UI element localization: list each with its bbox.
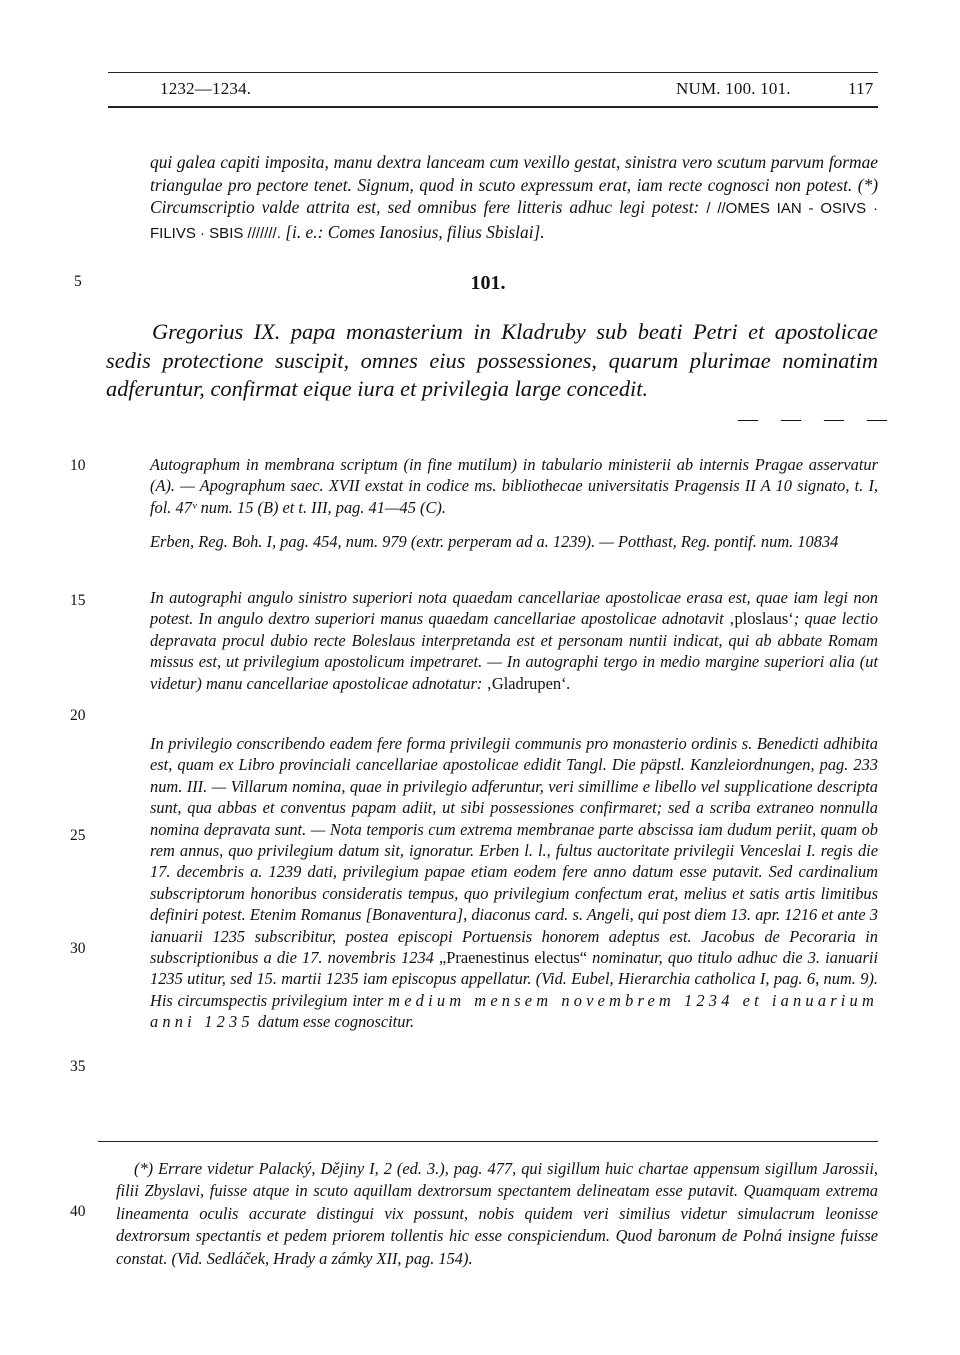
line-number: 40 — [70, 1203, 86, 1220]
notes-gladrupen: ‚Gladrupen‘ — [486, 673, 567, 693]
page-number: 117 — [848, 79, 874, 98]
line-number: 30 — [70, 940, 86, 957]
regest: Gregorius IX. papa monasterium in Kladruby sub beati Petri et apostolicae sedis protectione suscipit, omnes eius possessiones, quarum plurimae nominatim adferuntur, confirmat eique iura et privilegia large concedit. — [106, 319, 878, 402]
seal-description — [150, 151, 878, 245]
tradition-paragraph: Autographum in membrana scriptum (in fine mutilum) in tabulario ministerii ab internis Pragae asservatur (A). — Apographum saec. XVII exstat in codice ms. bibliothecae universitatis Pragensis II A 10 signato, t. I, fol. 47ᵛ num. 15 (B) et t. III, pag. 41—45 (C). — [150, 455, 878, 517]
line-number: 10 — [70, 457, 86, 474]
line-number: 5 — [74, 273, 82, 290]
header-rule-top — [108, 72, 878, 73]
commentary-spaced: medium mensem novembrem 1234 et ianuarium anni 1235 — [150, 990, 878, 1032]
commentary-text-b: nominatur, quo titulo adhuc die 3. ianuarii 1235 utitur, sed 15. martii 1235 iam episcopus appellatur. (Vid. Eubel, Hierarchia catholica I, pag. 6, num. 9). His circumspectis privilegium inter — [150, 948, 878, 1010]
commentary-paragraph — [150, 733, 878, 1033]
commentary-text-a: In privilegio conscribendo eadem fere forma privilegii communis pro monasterio ordinis s. Benedicti adhibita est, quam ex Libro provinciali cancellariae apostolicae edidit Tangl. Die päpstl. Kanzleiordnungen, pag. 233 num. III. — Villarum nomina, quae in privilegio adferuntur, veri simillime e libello vel supplicatione descripta sunt, qua abbas et conventus papam adiit, ut sibi possessiones confirmaret; sed a scriba extraneo nonnulla nomina depravata sunt. — Nota temporis cum extrema membranae parte abscissa iam dudum periit, quam ob rem annus, quo privilegium datum sit, ignoratur. Erben l. l., fultus auctoritate privilegii Venceslai I. regis die 17. decembris a. 1239 dati, privilegium papae etiam eodem fere anno datum esse putavit. Sed cardinalium subscriptorum honoribus consideratis tempus, quo privilegium confectum erat, melius et satis artis limitibus definiri potest. Etenim Romanus [Bonaventura], diaconus card. s. Angeli, qui post diem 13. apr. 1216 et ante 3 ianuarii 1235 subscribitur, postea episcopi Portuensis honorem adeptus est. Jacobus de Pecoraria in subscriptionibus a die 17. novembris 1234 — [150, 734, 878, 968]
seal-legend: / //OMES IAN - OSIVS · FILIVS · SBIS ///////. — [150, 200, 878, 242]
notes-paragraph — [150, 587, 878, 694]
notes-text-a: In autographi angulo sinistro superiori nota quaedam cancellariae apostolicae erasa est, quae iam legi non potest. In angulo dextro superiori manus quaedam cancellariae apostolicae adnotavit — [150, 588, 878, 629]
running-head-years: 1232—1234. — [160, 79, 252, 98]
line-number: 20 — [70, 707, 86, 724]
line-number: 25 — [70, 827, 86, 844]
header-rule-bottom — [108, 106, 878, 108]
notes-text-c: . — [566, 673, 571, 693]
document-number: 101. — [470, 272, 506, 294]
seal-text-a: qui galea capiti imposita, manu dextra lanceam cum vexillo gestat, sinistra vero scutum parvum formae triangulae pro pectore tenet. Signum, quod in scuto expressum erat, iam recte cognosci non potest. (*) Circumscriptio valde attrita est, sed omnibus fere litteris adhuc legi potest: — [150, 152, 878, 218]
notes-ploslaus: ‚ploslaus‘ — [729, 609, 794, 629]
line-number: 35 — [70, 1058, 86, 1075]
footnote-rule — [98, 1141, 878, 1142]
separator: — — — — — [738, 408, 896, 430]
line-number: 15 — [70, 592, 86, 609]
running-head-numbers: NUM. 100. 101. — [676, 79, 791, 98]
commentary-quote: „Praenestinus electus“ — [439, 948, 588, 968]
footnote: (*) Errare videtur Palacký, Dějiny I, 2 (ed. 3.), pag. 477, qui sigillum huic chartae appensum sigillum Jarossii, filii Zbyslavi, fuisse atque in scuto aquillam dextrorsum spectantem delineatam esse putavit. Quamquam extrema lineamenta oculis accurate distingui vix possunt, nobis quidem veri similius videtur simulacrum leonisse dextrorsum spectantis et pedem priorem tollentis hic esse conspiciendum. Quod baronum de Polná insigne fuisse constat. (Vid. Sedláček, Hrady a zámky XII, pag. 154). — [116, 1159, 878, 1268]
commentary-text-c: datum esse cognoscitur. — [253, 1012, 415, 1032]
notes-text-b: ; quae lectio depravata procul dubio recte Boleslaus interpretanda est et personam nuntii indicat, qui ab abbate Romam missus est, ut privilegium apostolicum impetraret. — In autographi tergo in medio margine superiori alia (ut videtur) manu cancellariae apostolicae adnotatur: — [150, 609, 878, 693]
editions-paragraph: Erben, Reg. Boh. I, pag. 454, num. 979 (extr. perperam ad a. 1239). — Potthast, Reg. pontif. num. 10834 — [150, 532, 839, 551]
seal-text-b: [i. e.: Comes Ianosius, filius Sbislai]. — [280, 221, 545, 242]
